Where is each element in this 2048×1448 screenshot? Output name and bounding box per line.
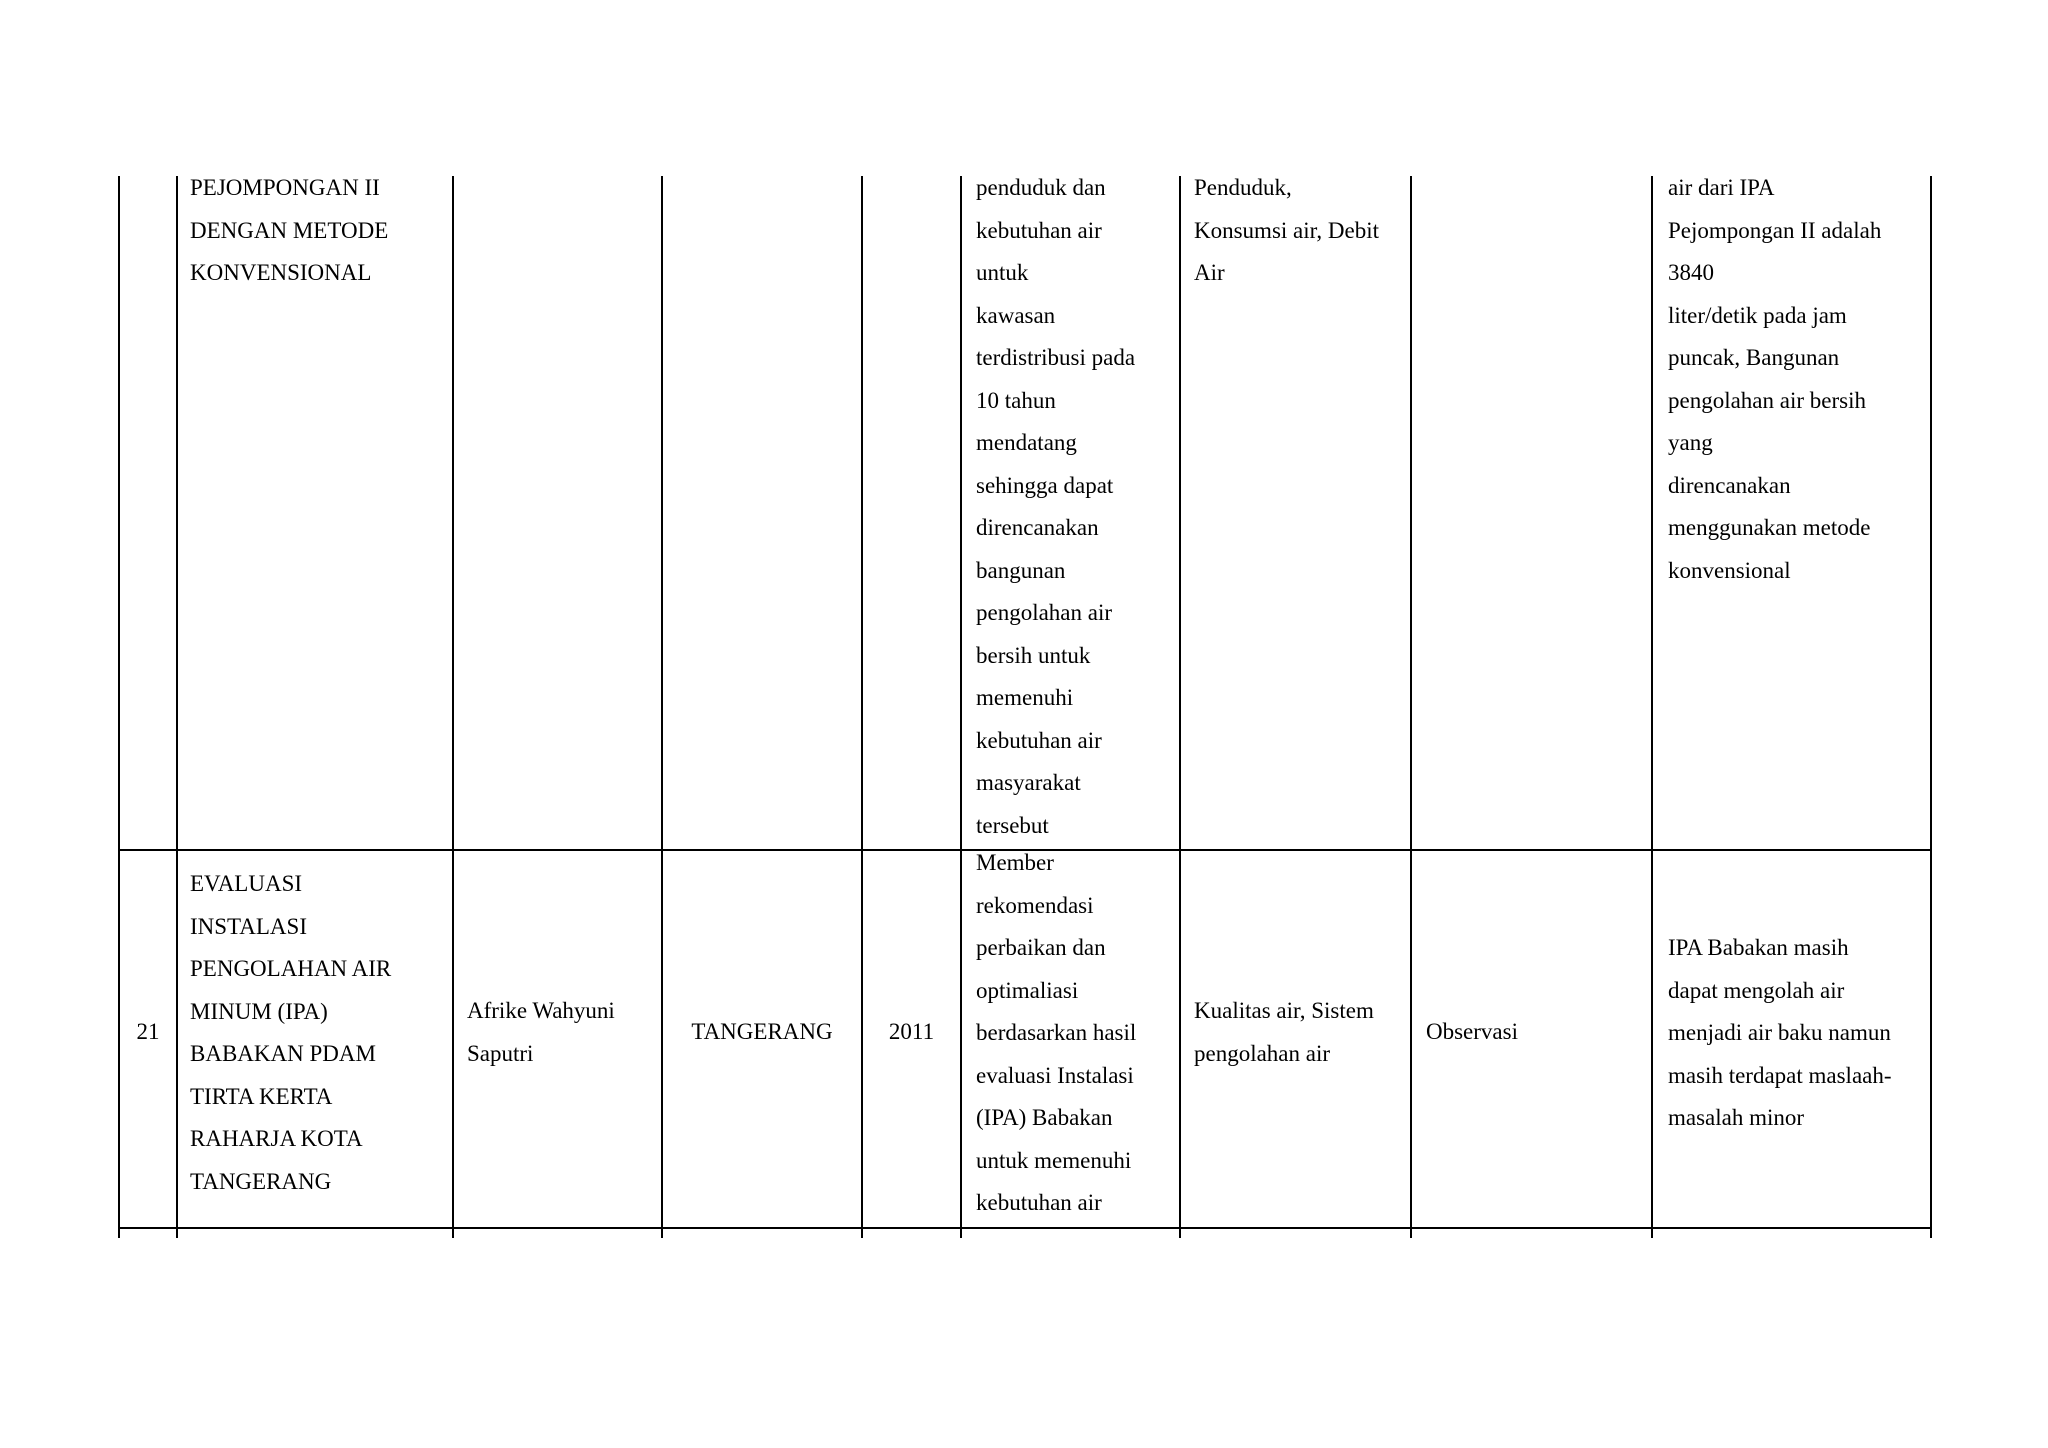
- result-line: menjadi air baku namun: [1668, 1020, 1891, 1045]
- title-line: TIRTA KERTA: [190, 1083, 333, 1109]
- table-column-divider: [661, 176, 663, 1238]
- row21-method-cell: [1426, 1011, 1518, 1054]
- row21-year-cell: [863, 1011, 960, 1054]
- variable-line: pengolahan air: [1194, 1040, 1331, 1066]
- title-line: RAHARJA KOTA: [190, 1126, 363, 1151]
- purpose-line: memenuhi: [976, 685, 1074, 710]
- method: Observasi: [1426, 1019, 1518, 1044]
- variable-line: Penduduk,: [1194, 175, 1292, 200]
- result-line: puncak, Bangunan: [1668, 345, 1840, 370]
- title-line: MINUM (IPA): [190, 998, 328, 1024]
- table-border-right: [1930, 176, 1932, 1238]
- result-line: IPA Babakan masih: [1668, 935, 1849, 960]
- title-line: PENGOLAHAN AIR: [190, 956, 392, 981]
- result-line: konvensional: [1668, 557, 1791, 583]
- purpose-line: Member: [976, 850, 1054, 875]
- continuation-purpose-cell: [976, 167, 1135, 847]
- row-number-cell: [120, 1011, 176, 1054]
- purpose-line: direncanakan: [976, 515, 1099, 540]
- continuation-variable-cell: [1194, 167, 1379, 295]
- variable-line: Air: [1194, 260, 1225, 285]
- variable-line: Konsumsi air, Debit: [1194, 217, 1379, 243]
- title-line: KONVENSIONAL: [190, 260, 372, 285]
- result-line: direncanakan: [1668, 472, 1791, 498]
- purpose-line: berdasarkan hasil: [976, 1020, 1137, 1045]
- table-column-divider: [176, 176, 178, 1238]
- title-line: EVALUASI: [190, 871, 303, 896]
- purpose-line: kebutuhan air: [976, 217, 1102, 243]
- purpose-line: pengolahan air: [976, 600, 1113, 625]
- table-column-divider: [1651, 176, 1653, 1238]
- purpose-line: optimaliasi: [976, 977, 1079, 1003]
- purpose-line: evaluasi Instalasi: [976, 1062, 1134, 1088]
- title-line: TANGERANG: [190, 1168, 332, 1194]
- purpose-line: perbaikan dan: [976, 935, 1106, 960]
- table-column-divider: [1179, 176, 1181, 1238]
- purpose-line: tersebut: [976, 812, 1049, 838]
- row21-location-cell: [663, 1011, 861, 1054]
- result-line: masalah minor: [1668, 1105, 1805, 1130]
- year: 2011: [888, 1019, 935, 1044]
- title-line: PEJOMPONGAN II: [190, 175, 380, 200]
- row-number: 21: [136, 1019, 160, 1044]
- continuation-title-cell: [190, 167, 388, 295]
- table-border-left: [118, 176, 120, 1238]
- result-line: liter/detik pada jam: [1668, 302, 1847, 328]
- row21-title-cell: [190, 863, 391, 1203]
- table-column-divider: [861, 176, 863, 1238]
- result-line: menggunakan metode: [1668, 515, 1871, 540]
- purpose-line: mendatang: [976, 430, 1077, 455]
- row21-purpose-cell: [976, 842, 1136, 1225]
- title-line: BABAKAN PDAM: [190, 1041, 376, 1066]
- result-line: 3840: [1668, 260, 1714, 285]
- result-line: air dari IPA: [1668, 175, 1775, 200]
- purpose-line: (IPA) Babakan: [976, 1105, 1113, 1130]
- purpose-line: kawasan: [976, 302, 1056, 328]
- purpose-line: bersih untuk: [976, 642, 1091, 668]
- table-column-divider: [1410, 176, 1412, 1238]
- location: TANGERANG: [691, 1019, 833, 1044]
- table-border-bottom: [118, 1227, 1932, 1229]
- result-line: Pejompongan II adalah: [1668, 217, 1882, 243]
- row21-result-cell: [1668, 927, 1892, 1140]
- purpose-line: untuk memenuhi: [976, 1147, 1132, 1173]
- result-line: masih terdapat maslaah-: [1668, 1062, 1892, 1088]
- result-line: pengolahan air bersih: [1668, 387, 1866, 413]
- purpose-line: 10 tahun: [976, 387, 1056, 413]
- purpose-line: bangunan: [976, 557, 1066, 583]
- purpose-line: untuk: [976, 260, 1029, 285]
- purpose-line: masyarakat: [976, 770, 1081, 795]
- purpose-line: rekomendasi: [976, 892, 1094, 918]
- variable-line: Kualitas air, Sistem: [1194, 998, 1374, 1023]
- continuation-result-cell: [1668, 167, 1881, 592]
- purpose-line: terdistribusi pada: [976, 345, 1136, 370]
- title-line: INSTALASI: [190, 913, 307, 939]
- author-line: Saputri: [467, 1040, 534, 1066]
- purpose-line: kebutuhan air: [976, 727, 1102, 753]
- result-line: yang: [1668, 430, 1713, 455]
- author-line: Afrike Wahyuni: [467, 998, 615, 1023]
- row21-variable-cell: [1194, 990, 1374, 1075]
- purpose-line: sehingga dapat: [976, 472, 1114, 498]
- title-line: DENGAN METODE: [190, 217, 389, 243]
- purpose-line: kebutuhan air: [976, 1190, 1102, 1215]
- result-line: dapat mengolah air: [1668, 977, 1845, 1003]
- table-column-divider: [960, 176, 962, 1238]
- row21-author-cell: [467, 990, 615, 1075]
- table-column-divider: [452, 176, 454, 1238]
- purpose-line: penduduk dan: [976, 175, 1106, 200]
